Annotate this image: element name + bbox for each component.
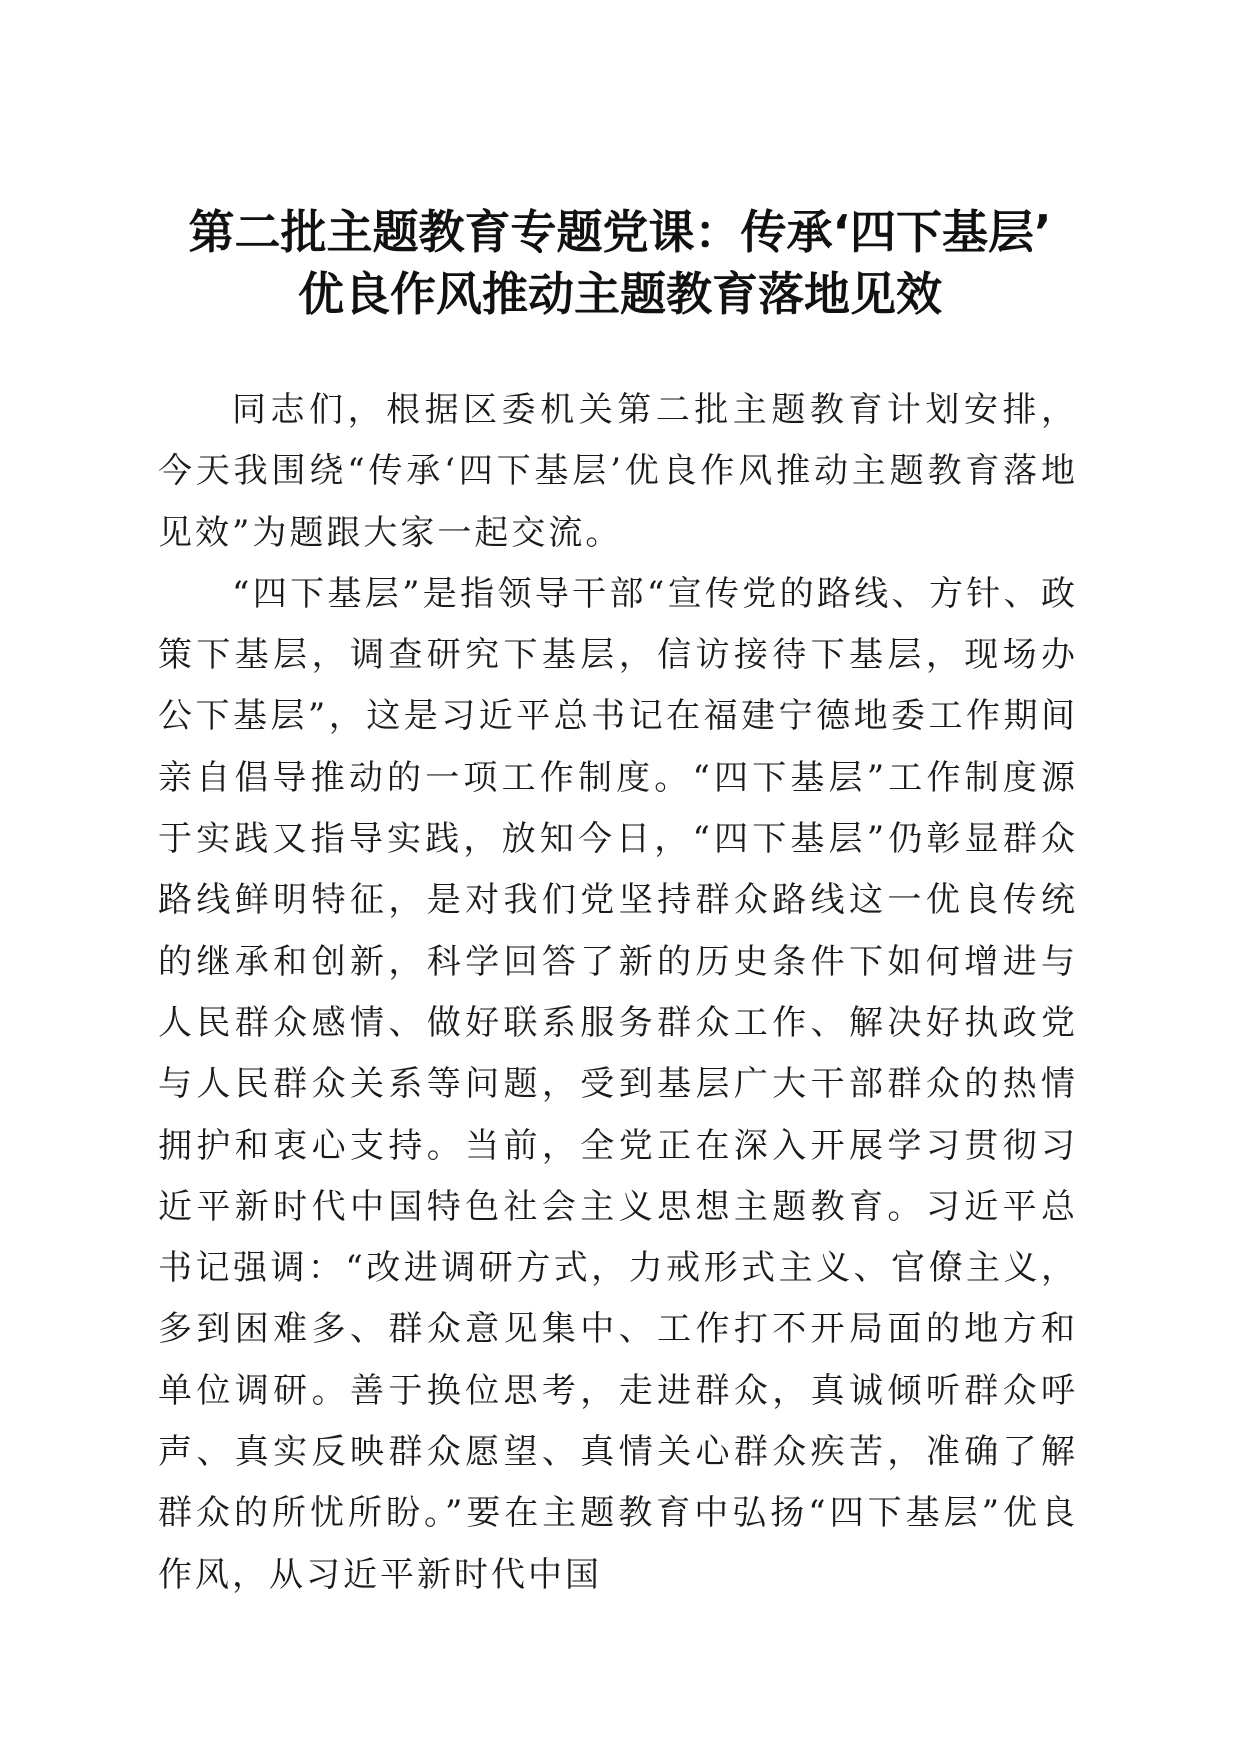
document-title-line-2: 优良作风推动主题教育落地见效 (298, 267, 942, 321)
document-title-line-1: 第二批主题教育专题党课：传承‘四下基层’ (188, 205, 1052, 259)
paragraph-intro: 同志们，根据区委机关第二批主题教育计划安排，今天我围绕“传承‘四下基层’优良作风推动主题教育落地见效”为题跟大家一起交流。 (158, 390, 1078, 553)
document-body (158, 380, 1078, 1606)
paragraph-main: “四下基层”是指领导干部“宣传党的路线、方针、政策下基层，调查研究下基层，信访接待下基层，现场办公下基层”，这是习近平总书记在福建宁德地委工作期间亲自倡导推动的一项工作制度。“四下基层”工作制度源于实践又指导实践，放知今日，“四下基层”仍彰显群众路线鲜明特征，是对我们党坚持群众路线这一优良传统的继承和创新，科学回答了新的历史条件下如何增进与人民群众感情、做好联系服务群众工作、解决好执政党与人民群众关系等问题，受到基层广大干部群众的热情拥护和衷心支持。当前，全党正在深入开展学习贯彻习近平新时代中国特色社会主义思想主题教育。习近平总书记强调：“改进调研方式，力戒形式主义、官僚主义，多到困难多、群众意见集中、工作打不开局面的地方和单位调研。善于换位思考，走进群众，真诚倾听群众呼声、真实反映群众愿望、真情关心群众疾苦，准确了解群众的所忧所盼。”要在主题教育中弘扬“四下基层”优良作风，从习近平新时代中国 (158, 573, 1078, 1595)
